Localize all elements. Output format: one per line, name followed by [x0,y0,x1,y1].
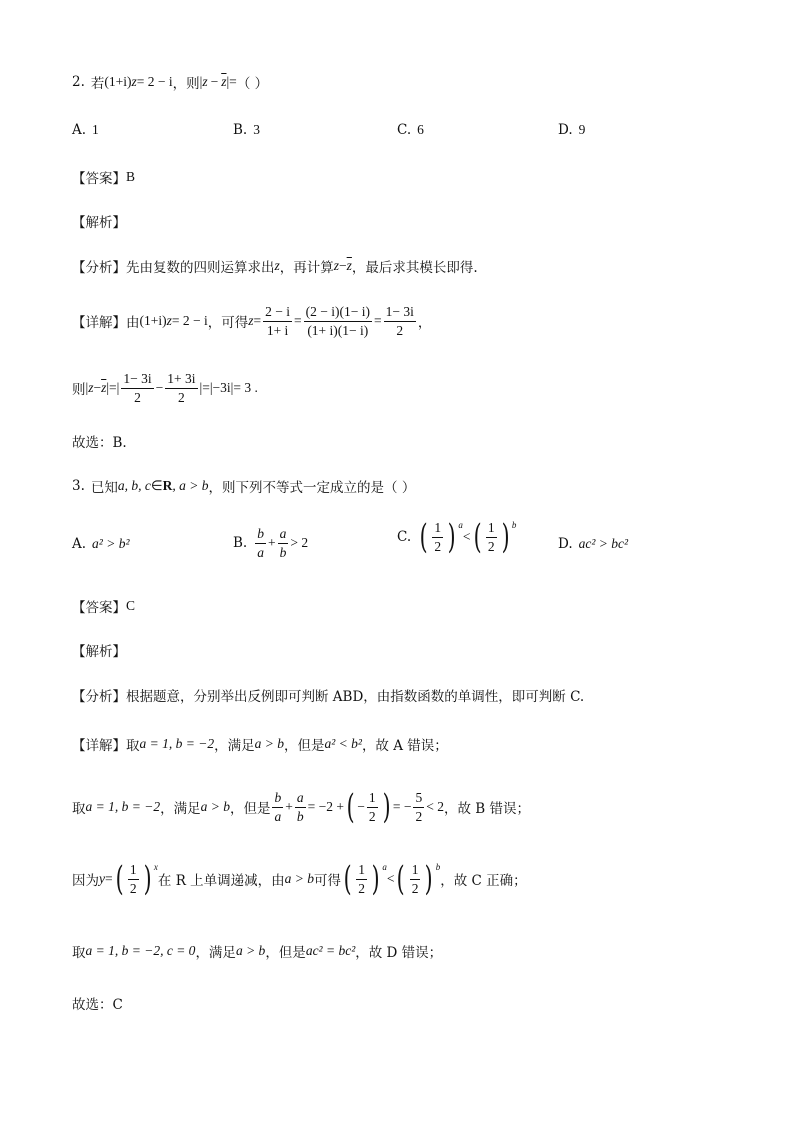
math-expr: a² < b² [324,736,362,751]
fraction-denominator: a [257,544,264,560]
fraction-numerator: 2 − i [263,304,292,322]
q2-choose [72,431,127,451]
math-expr: = − [392,799,412,815]
math-var: z [333,258,340,273]
q2-prefix: 若 [90,76,105,92]
fraction-numerator: 1− 3i [384,304,416,322]
fraction [304,304,372,338]
choose-text: 故选：C [72,997,123,1013]
q3-option-c [397,517,517,558]
detail-text: ， [417,315,432,332]
fraction-denominator: 2 [134,389,141,405]
fraction-numerator: 1+ 3i [165,371,197,389]
option-value: 3 [253,122,260,137]
q3-number: 3. [72,478,85,494]
fraction [165,371,197,405]
q3-option-a [72,536,130,552]
q3-fenxi [72,685,584,705]
option-value: ac² > bc² [578,536,629,551]
math-op: − [155,380,164,396]
math-op: + [267,535,276,551]
fraction-numerator: 1 [432,520,443,538]
fraction-denominator: b [296,808,304,824]
option-value: 6 [417,122,424,137]
q3-detail-2 [72,787,530,828]
fraction-denominator: (1+ i)(1− i) [307,322,369,338]
math-var: z [248,313,254,329]
fraction-denominator: 2 [368,808,376,824]
q2-then [72,371,258,405]
fraction-denominator: 2 [178,389,185,405]
fraction-denominator: 1+ i [266,322,289,338]
detail-text: ，满足 [214,738,255,754]
q2-mid: ，则 [172,76,200,92]
option-value: a² > b² [92,536,130,551]
math-op: ∈ [150,478,163,493]
fraction-denominator: 2 [415,808,423,824]
right-paren: ) [501,517,510,558]
q2-option-d [558,122,585,138]
detail-text: 取 [72,801,86,818]
fraction [272,790,283,824]
right-paren: ) [425,859,434,900]
fraction [278,526,289,560]
analysis-label: 【解析】 [72,215,126,231]
math-expr: a > b [284,871,315,887]
right-paren: ) [371,859,380,900]
detail-text: ，满足 [195,945,236,961]
math-expr: a = 1, b = −2 [139,736,215,751]
q2-analysis-heading [72,211,126,231]
math-op: − [357,799,365,815]
math-expr: (1+i) [139,313,167,329]
q2-option-b [233,122,260,138]
detail-text: ，但是 [265,945,306,961]
answer-label: 【答案】 [72,600,126,616]
fraction-denominator: 2 [358,880,366,896]
fraction [128,862,139,896]
math-set: R [162,478,173,493]
fraction-numerator: 1 [128,862,139,880]
option-value: 9 [578,122,586,137]
choose-text: 故选：B. [72,435,127,451]
option-value: 1 [92,122,99,137]
math-var: z [88,380,94,396]
q2-zbar: $\overline{z}$ [221,74,227,89]
q3-option-d [558,536,628,552]
q2-z: z [131,74,137,89]
detail-text: ，满足 [160,801,201,818]
fraction-numerator: b [255,526,266,544]
math-var: $\overline{z}$ [101,380,107,396]
q2-abs-close: |= [226,74,237,89]
math-var: z [166,313,172,329]
math-expr: < 2 [426,799,444,815]
option-key: A. [72,122,87,138]
detail-text: 取 [126,738,140,754]
left-paren: ( [397,859,406,900]
fraction-denominator: a [274,808,282,824]
fraction [432,520,443,554]
math-op: = [373,313,382,329]
option-key: C. [397,122,412,138]
math-expr: a = 1, b = −2 [85,799,161,815]
fraction [356,862,367,896]
fraction-denominator: 2 [411,880,419,896]
math-expr: a > b [235,943,266,958]
math-op: − [93,380,102,396]
math-expr: |=|−3i|= 3 . [199,380,258,396]
fraction-denominator: b [279,544,287,560]
answer-label: 【答案】 [72,171,126,187]
exponent: b [511,520,517,531]
answer-value: C [126,598,136,613]
q2-detail [72,304,431,338]
math-op: |=| [106,380,120,396]
fenxi-text: ，最后求其模长即得. [351,260,478,276]
math-var: $\overline{z}$ [346,258,352,273]
detail-text: 因为 [72,873,99,890]
fraction [413,790,424,824]
exponent: b [435,862,441,873]
math-expr: = −2 + [307,799,344,815]
fenxi-label: 【分析】 [72,689,126,705]
detail-label: 【详解】 [72,315,126,332]
math-expr: ac² = bc² [305,943,356,958]
math-op: < [386,871,395,887]
exponent: a [458,520,463,531]
option-key: A. [72,536,87,552]
detail-text: ，故 D 错误； [355,945,443,961]
fraction-denominator: 2 [396,322,404,338]
fraction-denominator: 2 [434,538,442,554]
fraction-denominator: 2 [129,880,137,896]
fraction [295,790,306,824]
math-var: y [99,871,105,887]
q2-z2: z [202,74,208,89]
fenxi-text: ，再计算 [279,260,334,276]
q2-number: 2. [72,74,85,90]
q2-answer [72,167,135,187]
left-paren: ( [419,517,428,558]
fenxi-label: 【分析】 [72,260,126,276]
option-key: C. [397,529,412,546]
option-key: D. [558,122,573,138]
q3-option-b [233,526,308,560]
fraction-numerator: 5 [413,790,424,808]
detail-text: 可得 [314,873,342,890]
math-expr: a > b [200,799,230,815]
answer-value: B [126,169,136,184]
fraction [486,520,497,554]
detail-text: ，但是 [229,801,271,818]
math-expr: > 2 [290,535,309,551]
math-vars: a, b, c [117,478,151,493]
detail-text: ，故 A 错误； [361,738,448,754]
math-var: z [274,258,280,273]
detail-text: 在 R 上单调递减，由 [157,873,285,890]
left-paren: ( [473,517,482,558]
right-paren: ) [447,517,456,558]
fraction-numerator: a [278,526,289,544]
q2-option-c [397,122,424,138]
fraction-numerator: 1 [356,862,367,880]
q2-lhs: (1+i) [104,74,132,89]
right-paren: ) [143,859,152,900]
q2-stem [72,72,268,92]
left-paren: ( [346,787,355,828]
q2-minus: − [210,74,219,89]
detail-text: ，故 B 错误； [443,801,530,818]
option-key: D. [558,536,573,552]
fraction-numerator: 1− 3i [121,371,153,389]
q3-suffix: ，则下列不等式一定成立的是（ ） [208,480,416,496]
q3-stem [72,476,415,496]
detail-text: ，但是 [283,738,325,754]
fenxi-text: 先由复数的四则运算求出 [126,260,275,276]
math-expr: a > b [254,736,284,751]
detail-label: 【详解】 [72,738,126,754]
q3-detail-1 [72,734,448,754]
math-expr: = 2 − i [171,313,208,329]
fraction [121,371,153,405]
q3-detail-3 [72,859,527,900]
q2-eq: = 2 − i [136,74,173,89]
q3-prefix: 已知 [90,480,118,496]
math-op: < [462,529,471,545]
math-expr: , a > b [172,478,209,493]
q2-fenxi [72,256,478,276]
fraction-numerator: (2 − i)(1− i) [304,304,372,322]
fraction-numerator: b [272,790,283,808]
q3-analysis-heading [72,640,126,660]
option-key: B. [233,535,248,552]
detail-text: ，可得 [207,315,249,332]
math-op: + [285,799,293,815]
math-op: − [339,258,347,273]
fraction-denominator: 2 [487,538,495,554]
fenxi-text: 根据题意，分别举出反例即可判断 ABD，由指数函数的单调性，即可判断 C. [126,689,585,705]
q2-abs-open: | [199,74,203,89]
then-label: 则 [72,382,86,399]
math-op: = [105,871,113,887]
left-paren: ( [115,859,124,900]
q3-choose [72,993,123,1013]
fraction [384,304,416,338]
exponent: a [382,862,387,873]
math-op: = [294,313,302,329]
fraction-numerator: 1 [367,790,378,808]
detail-text: ，故 C 正确； [440,873,527,890]
detail-text: 取 [72,945,86,961]
fraction-numerator: a [295,790,306,808]
left-paren: ( [343,859,352,900]
exponent: x [153,862,158,873]
math-expr: a = 1, b = −2, c = 0 [85,943,196,958]
fraction-numerator: 1 [486,520,497,538]
q3-detail-4 [72,941,442,961]
detail-text: 由 [126,315,140,332]
fraction [367,790,378,824]
q3-answer [72,596,135,616]
fraction [255,526,266,560]
q2-blank: （ ） [236,76,269,92]
fraction-numerator: 1 [410,862,421,880]
math-op: | [85,380,89,396]
q2-option-a [72,122,99,138]
math-op: = [253,313,262,329]
fraction [410,862,421,896]
fraction [263,304,292,338]
right-paren: ) [382,787,391,828]
analysis-label: 【解析】 [72,644,126,660]
option-key: B. [233,122,248,138]
